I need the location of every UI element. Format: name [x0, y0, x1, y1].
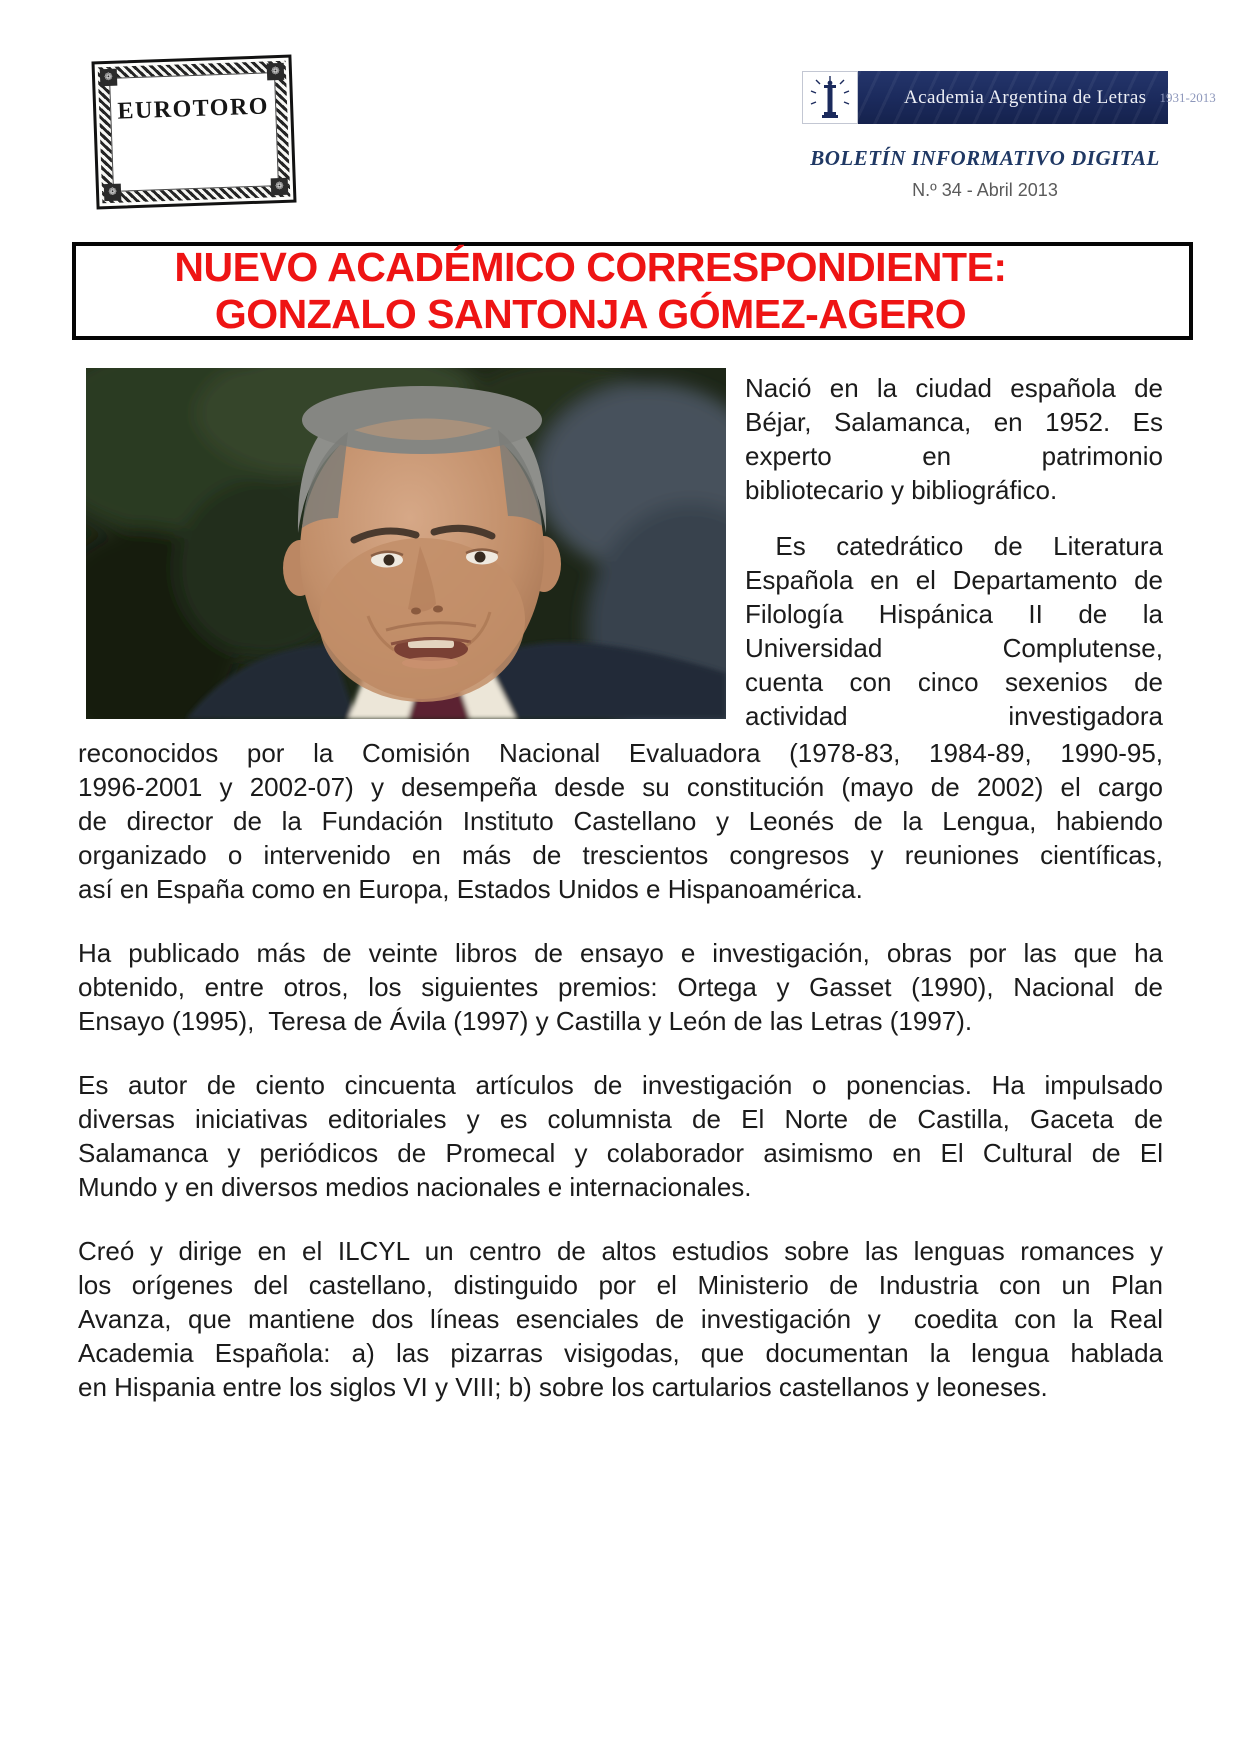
text-line: Nació en la ciudad española de	[745, 373, 1163, 403]
text-line: Creó y dirige en el ILCYL un centro de altos estudios sobre las lenguas romances y	[78, 1236, 1163, 1266]
text-line: 1996-2001 y 2002-07) y desempeña desde su constitución (mayo de 2002) el cargo	[78, 772, 1163, 802]
stamp-corner-ornament-icon: ❁	[104, 184, 122, 202]
stamp-corner-ornament-icon: ❁	[100, 69, 118, 87]
text-line: obtenido, entre otros, los siguientes premios: Ortega y Gasset (1990), Nacional de	[78, 972, 1163, 1002]
academia-banner-strip	[858, 71, 1216, 124]
text-line: Academia Española: a) las pizarras visigodas, que documentan la lengua hablada	[78, 1338, 1163, 1368]
bulletin-title: BOLETÍN INFORMATIVO DIGITAL	[810, 146, 1160, 170]
text-line: en Hispania entre los siglos VI y VIII; b) sobre los cartularios castellanos y leoneses.	[78, 1372, 1048, 1402]
text-line: Béjar, Salamanca, en 1952. Es	[745, 407, 1163, 437]
column-logo-icon	[808, 75, 852, 121]
text-line: bibliotecario y bibliográfico.	[745, 475, 1058, 505]
paragraph-ilcyl	[78, 1234, 1163, 1404]
text-line: diversas iniciativas editoriales y es columnista de El Norte de Castilla, Gaceta de	[78, 1104, 1163, 1134]
text-line: experto en patrimonio	[745, 441, 1163, 471]
article-full-text	[78, 736, 1163, 1434]
academia-banner-years: 1931-2013	[1159, 89, 1216, 105]
text-line: así en España como en Europa, Estados Unidos e Hispanoamérica.	[78, 874, 863, 904]
headline-box	[72, 242, 1193, 340]
text-line: de director de la Fundación Instituto Castellano y Leonés de la Lengua, habiendo	[78, 806, 1163, 836]
stamp-corner-ornament-icon: ❁	[271, 178, 289, 196]
paragraph-birth	[745, 371, 1163, 507]
text-line: actividad investigadora	[745, 701, 1163, 731]
bulletin-heading	[770, 146, 1200, 201]
text-line: Avanza, que mantiene dos líneas esenciales de investigación y coedita con la Real	[78, 1304, 1163, 1334]
text-line: Ha publicado más de veinte libros de ensayo e investigación, obras por las que ha	[78, 938, 1163, 968]
stamp-corner-ornament-icon: ❁	[267, 63, 285, 81]
academia-banner-title: Academia Argentina de Letras	[904, 86, 1147, 108]
portrait-photo	[86, 368, 726, 719]
text-line: cuenta con cinco sexenios de	[745, 667, 1163, 697]
text-line: Mundo y en diversos medios nacionales e internacionales.	[78, 1172, 752, 1202]
headline-line-1: NUEVO ACADÉMICO CORRESPONDIENTE:	[174, 244, 1007, 290]
issue-label: N.º 34 - Abril 2013	[912, 180, 1058, 200]
text-line: reconocidos por la Comisión Nacional Evaluadora (1978-83, 1984-89, 1990-95,	[78, 738, 1163, 768]
paragraph-professorship	[745, 529, 1163, 733]
paragraph-career	[78, 736, 1163, 906]
text-line: Filología Hispánica II de la	[745, 599, 1163, 629]
stamp-ornament-border	[98, 61, 291, 203]
text-line: Salamanca y periódicos de Promecal y colaborador asimismo en El Cultural de El	[78, 1138, 1163, 1168]
eurotoro-stamp	[91, 55, 296, 210]
academia-logo-box	[802, 71, 858, 124]
article-column-text	[745, 371, 1163, 733]
text-line: Es catedrático de Literatura	[745, 531, 1163, 561]
stamp-inner-area	[109, 72, 279, 192]
text-line: Española en el Departamento de	[745, 565, 1163, 595]
text-line: organizado o intervenido en más de trescientos congresos y reuniones científicas,	[78, 840, 1163, 870]
paragraph-publications	[78, 1068, 1163, 1204]
stamp-label: EUROTORO	[116, 93, 270, 125]
academia-banner	[802, 71, 1216, 124]
text-line: los orígenes del castellano, distinguido por el Ministerio de Industria con un Plan	[78, 1270, 1163, 1300]
headline-line-2: GONZALO SANTONJA GÓMEZ-AGERO	[214, 291, 967, 337]
text-line: Universidad Complutense,	[745, 633, 1163, 663]
paragraph-awards	[78, 936, 1163, 1038]
text-line: Ensayo (1995), Teresa de Ávila (1997) y Castilla y León de las Letras (1997).	[78, 1006, 973, 1036]
text-line: Es autor de ciento cincuenta artículos de investigación o ponencias. Ha impulsado	[78, 1070, 1163, 1100]
